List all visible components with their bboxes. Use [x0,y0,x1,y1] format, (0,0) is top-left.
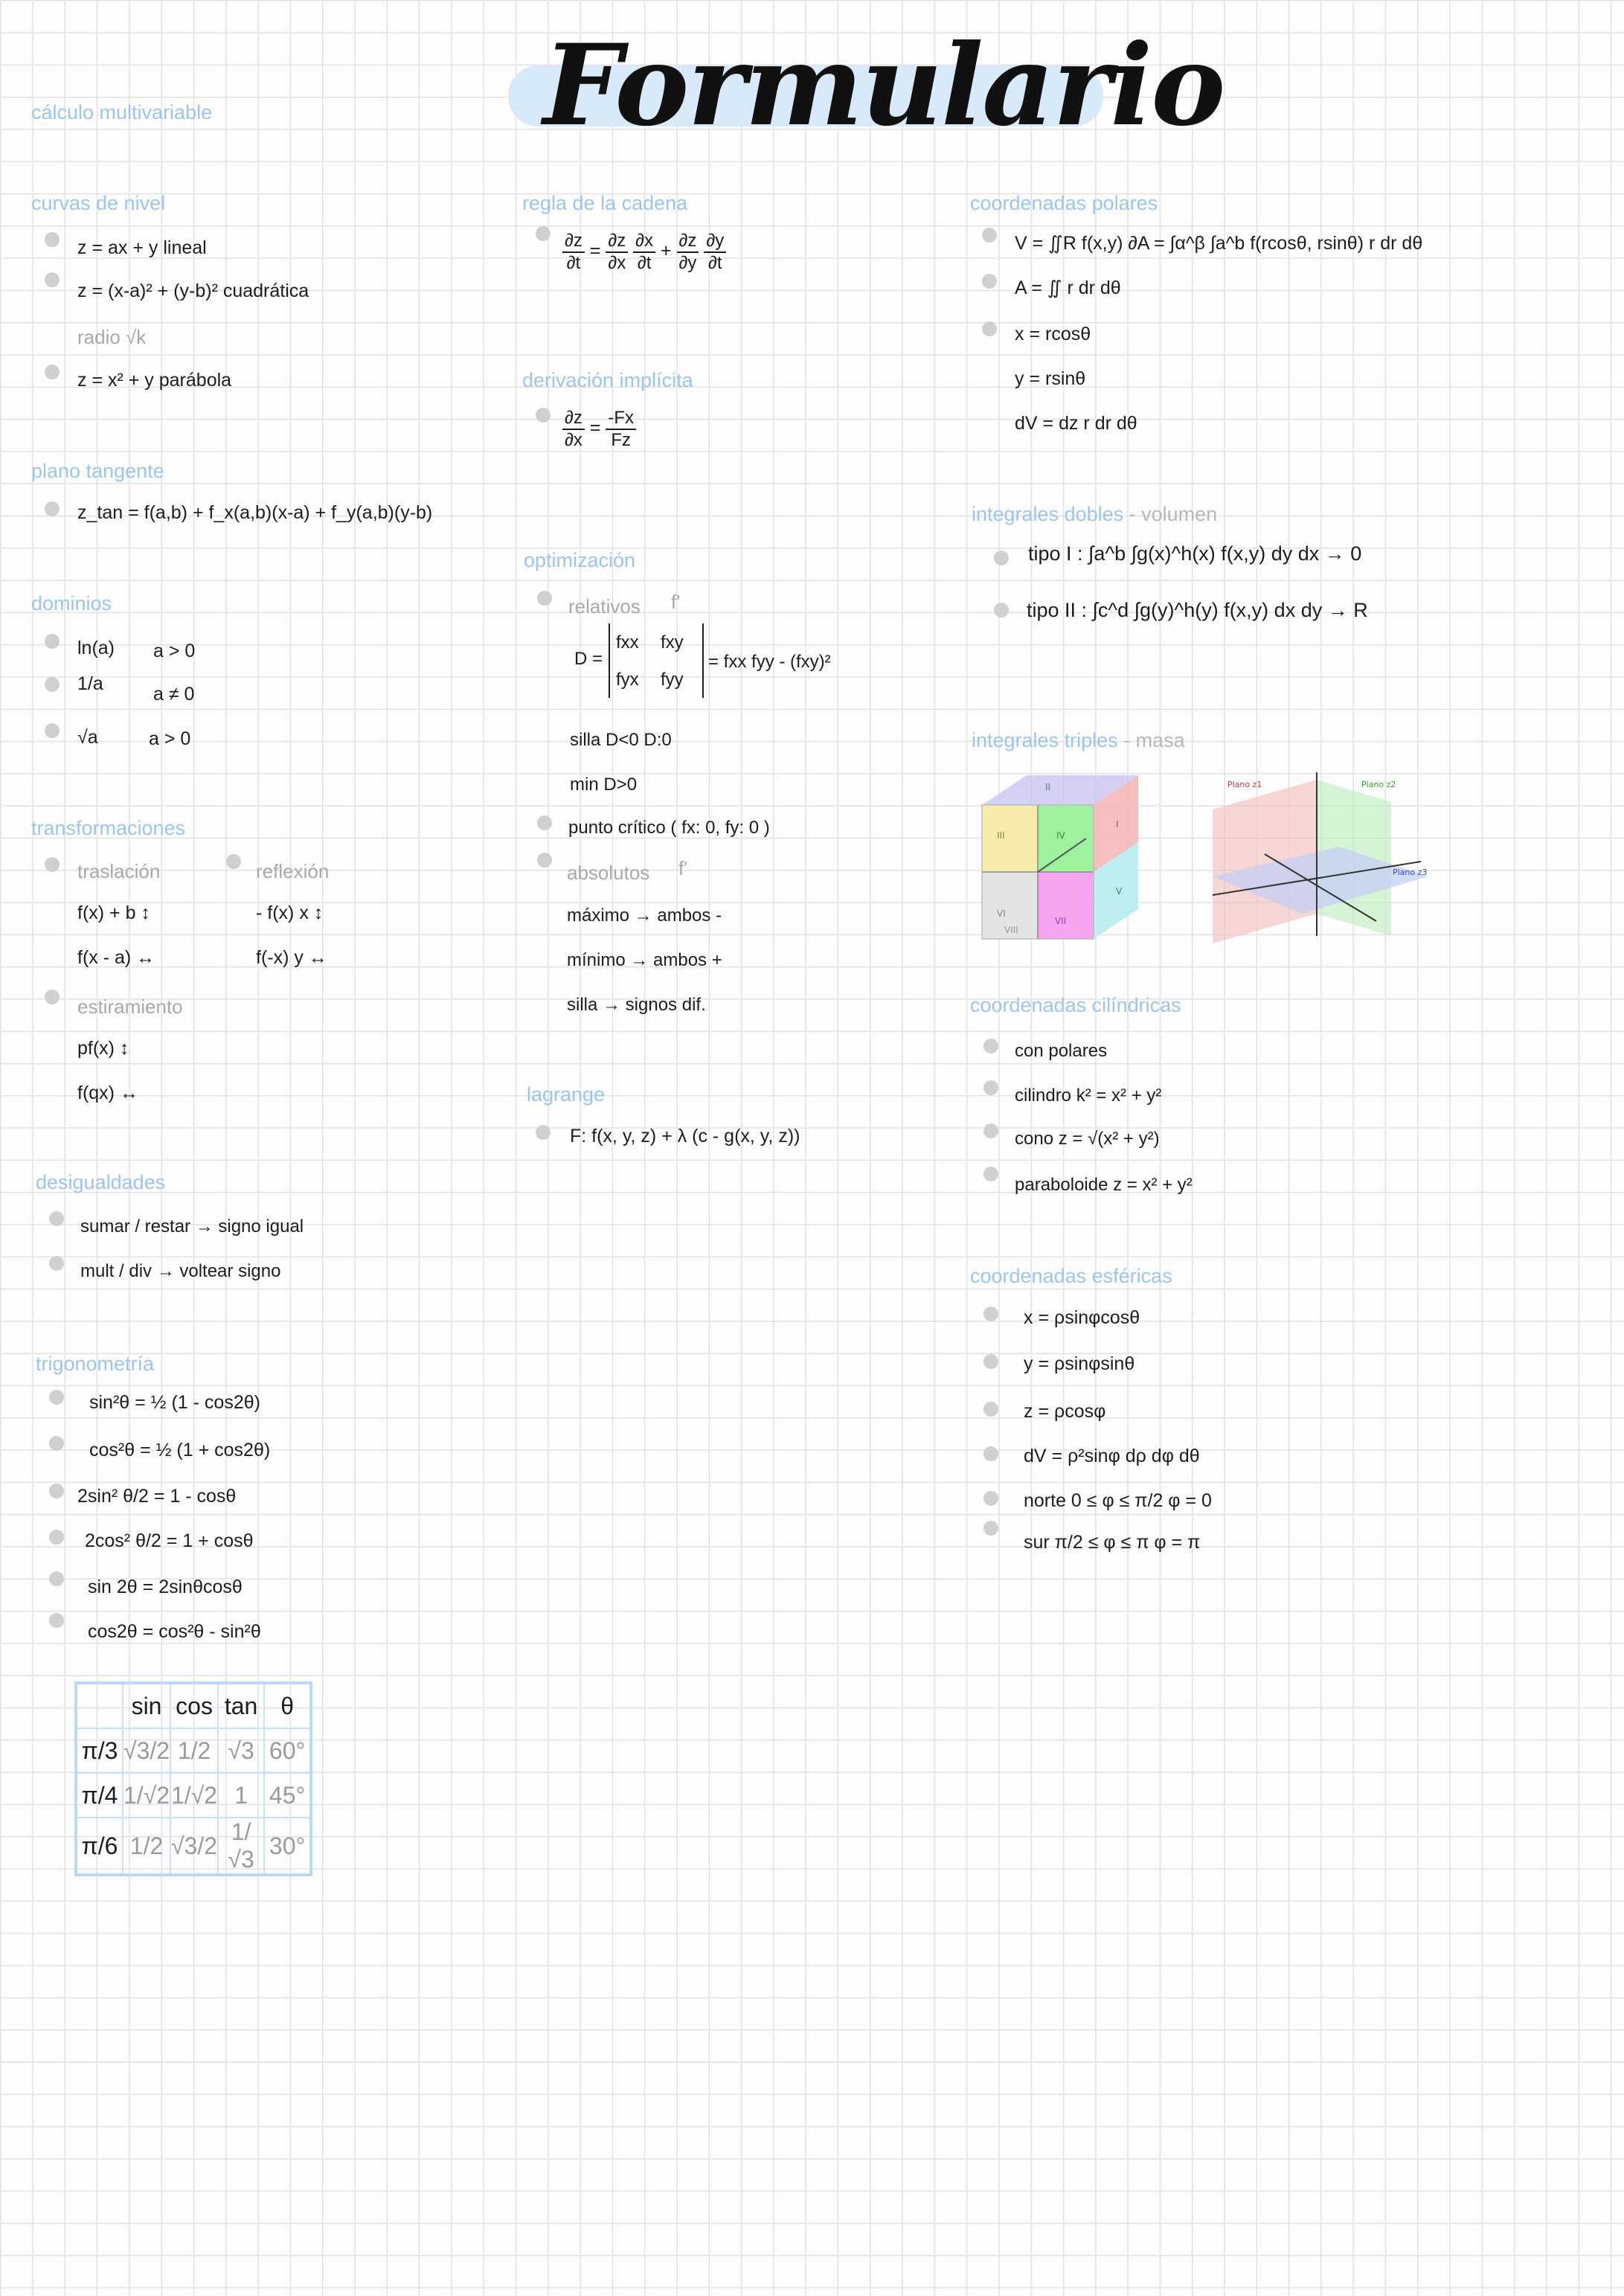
frac [606,408,636,450]
opt-punto-critico: punto crítico ( fx: 0, fy: 0 ) [568,818,770,838]
frac-den: Fz [611,429,632,450]
table-cell: 45° [264,1773,311,1818]
heading-triples-sub: - masa [1123,729,1185,751]
table-row [76,1773,311,1818]
cube-label: VIII [1004,925,1018,935]
heading-optimizacion: optimización [524,549,636,571]
frac-den: ∂x [608,252,626,273]
absolutos-label: absolutos [567,862,650,884]
polar-x: x = rcosθ [1015,324,1091,344]
traslacion-horizontal: f(x - a) ↔ [77,947,155,968]
frac-num: ∂z [562,408,585,430]
cube-label: I [1116,819,1119,830]
bullet [982,321,997,336]
polar-area: A = ∬ r dr dθ [1015,278,1121,298]
bullet [537,815,552,830]
frac [562,231,585,273]
dominio-sqrt-cond: a > 0 [149,728,191,749]
table-row [76,1818,311,1875]
trig-table [74,1681,312,1876]
bullet [45,365,60,379]
bullet [983,1306,998,1321]
frac [677,231,699,273]
page-title: Formulario [543,20,1225,151]
doble-tipo-2: tipo II : ∫c^d ∫g(y)^h(y) f(x,y) dx dy → R [1027,599,1368,621]
bullet [983,1167,998,1181]
bullet [983,1080,998,1095]
bullet [49,1436,64,1451]
bullet [983,1123,998,1138]
matrix-fxx: fxx [616,632,639,652]
bullet [45,501,60,516]
frac-den: ∂y [678,252,697,273]
polar-volumen: V = ∬R f(x,y) ∂A = ∫α^β ∫a^b f(rcosθ, rsinθ) r dr dθ [1015,233,1423,254]
bullet [49,1256,64,1271]
traslacion-vertical: f(x) + b ↕ [77,902,150,923]
frac-num: -Fx [606,408,636,430]
curva-parabola: z = x² + y parábola [77,370,232,391]
desigualdad-mult: mult / div → voltear signo [80,1261,281,1281]
curva-radio: radio √k [77,326,147,348]
bullet [994,603,1009,618]
plane-label: Plano z2 [1361,780,1396,789]
dominio-inv: 1/a [77,673,103,694]
polar-dv: dV = dz r dr dθ [1015,413,1137,434]
esferica-norte: norte 0 ≤ φ ≤ π/2 φ = 0 [1024,1490,1212,1511]
esferica-x: x = ρsinφcosθ [1024,1307,1140,1328]
desigualdad-suma: sumar / restar → signo igual [80,1216,304,1237]
bullet [994,551,1009,565]
bullet [45,232,60,247]
opt-min: min D>0 [570,775,638,795]
estiramiento-horizontal: f(qx) ↔ [77,1083,138,1103]
cube-octant-5 [1038,872,1094,939]
cube-label: VII [1055,916,1067,926]
table-cell: √3 [218,1728,264,1773]
table-cell: π/3 [76,1728,123,1773]
table-cell: π/4 [76,1773,123,1818]
estiramiento-vertical: pf(x) ↕ [77,1038,129,1059]
trig-2cos2: 2cos² θ/2 = 1 + cosθ [85,1530,254,1551]
bullet [49,1211,64,1226]
trig-sin2theta: sin 2θ = 2sinθcosθ [88,1577,243,1597]
relativos-label: relativos [568,595,641,618]
frac-den: ∂t [637,252,652,273]
plane-label: Plano z1 [1227,780,1262,789]
frac [633,231,655,273]
table-cell: cos [170,1683,218,1728]
esferica-sur: sur π/2 ≤ φ ≤ π φ = π [1024,1532,1201,1553]
trig-2sin2: 2sin² θ/2 = 1 - cosθ [77,1486,237,1507]
bullet [983,1402,998,1417]
frac-den: ∂t [566,252,581,273]
table-cell: θ [264,1683,311,1728]
dominio-inv-cond: a ≠ 0 [153,684,195,705]
bullet [536,226,551,241]
bullet [49,1390,64,1405]
implicita-formula: $\frac{\partial z}{\partial x}$ = $\frac{-Fx}{Fz}$ [562,408,636,450]
bullet [45,723,60,738]
table-cell: 1/√2 [123,1773,170,1818]
cube-label: II [1045,782,1051,792]
heading-triples [972,729,1185,752]
bullet [982,274,997,289]
bullet [49,1613,64,1628]
table-cell: sin [123,1683,170,1728]
bullet [983,1521,998,1536]
heading-transformaciones: transformaciones [31,817,186,839]
dominio-ln: ln(a) [77,638,115,658]
heading-trigonometria: trigonometría [36,1353,155,1375]
table-row [76,1728,311,1773]
heading-plano: plano tangente [31,460,164,482]
relativos-note: f' [671,591,681,613]
plane-label: Plano z3 [1393,868,1428,877]
bullet [536,1125,551,1140]
frac [704,231,726,273]
bullet [983,1446,998,1461]
bullet [537,591,552,606]
opt-minimo: mínimo → ambos + [567,950,722,970]
heading-cilindricas: coordenadas cilíndricas [970,994,1181,1016]
d-rhs: = fxx fyy - (fxy)² [708,652,831,672]
opt-maximo: máximo → ambos - [567,905,722,926]
table-cell: 1/√2 [170,1773,218,1818]
estiramiento-label: estiramiento [77,995,183,1018]
d-label: D = [574,649,603,669]
plano-formula: z_tan = f(a,b) + f_x(a,b)(x-a) + f_y(a,b)(y-b) [77,502,433,523]
bullet [45,677,60,692]
cadena-formula: $\frac{\partial z}{\partial t}$ = $\frac{\partial z}{\partial x}$ $\frac{\partial x}{\partial t}$ + $\frac{\partial z}{\partial y}$ $\frac{\partial y}{\partial t}$ [562,231,726,273]
heading-cadena: regla de la cadena [522,192,688,214]
cube-label: III [997,830,1005,841]
heading-triples-main: integrales triples [972,729,1118,751]
table-cell: 1/2 [123,1818,170,1875]
frac [606,231,628,273]
reflexion-label: reflexión [256,860,330,882]
matrix-fyy: fyy [661,670,684,690]
table-cell: 60° [264,1728,311,1773]
doble-tipo-1: tipo I : ∫a^b ∫g(x)^h(x) f(x,y) dy dx → 0 [1028,542,1362,565]
frac [562,408,585,450]
bullet [45,634,60,649]
cilindrica-polares: con polares [1015,1041,1108,1061]
table-cell: √3/2 [123,1728,170,1773]
table-cell: 1/√3 [218,1818,264,1875]
frac-num: ∂y [704,231,726,253]
bullet [49,1530,64,1545]
table-cell: tan [218,1683,264,1728]
lagrange-formula: F: f(x, y, z) + λ (c - g(x, y, z)) [570,1126,800,1147]
opt-silla: silla D<0 D:0 [570,730,672,750]
table-cell: 1 [218,1773,264,1818]
cilindrica-paraboloide: paraboloide z = x² + y² [1015,1175,1193,1195]
heading-dobles-sub: - volumen [1129,503,1218,525]
cube-label: V [1116,886,1123,897]
table-cell: 1/2 [170,1728,218,1773]
bullet [49,1484,64,1498]
opt-silla2: silla → signos dif. [567,995,706,1015]
esferica-dv: dV = ρ²sinφ dρ dφ dθ [1024,1446,1200,1466]
bullet [536,408,551,423]
heading-esfericas: coordenadas esféricas [970,1265,1172,1287]
heading-dobles-main: integrales dobles [972,503,1124,525]
bullet [45,857,60,872]
frac-num: ∂z [677,231,699,253]
table-header-row [76,1683,311,1728]
trig-sin2: sin²θ = ½ (1 - cos2θ) [89,1392,260,1413]
frac-num: ∂x [633,231,655,253]
traslacion-label: traslación [77,860,161,882]
reflexion-y: f(-x) y ↔ [256,947,327,968]
frac-num: ∂z [562,231,585,253]
curva-cuadratica: z = (x-a)² + (y-b)² cuadrática [77,280,309,301]
heading-desigualdades: desigualdades [36,1171,166,1193]
octant-cube-figure [975,768,1161,946]
bullet [983,1354,998,1369]
table-cell: √3/2 [170,1818,218,1875]
table-cell: 30° [264,1818,311,1875]
esferica-z: z = ρcosφ [1024,1401,1106,1422]
trig-cos2theta: cos2θ = cos²θ - sin²θ [88,1621,261,1642]
main-heading: cálculo multivariable [31,101,213,124]
cilindrica-cilindro: cilindro k² = x² + y² [1015,1086,1162,1106]
bullet [537,853,552,868]
matrix-fyx: fyx [616,670,639,690]
bullet [49,1571,64,1586]
heading-dominios: dominios [31,592,112,615]
table-cell [76,1683,123,1728]
coordinate-planes-figure [1198,765,1436,943]
bullet [45,272,60,287]
trig-cos2: cos²θ = ½ (1 + cos2θ) [89,1440,271,1460]
esferica-y: y = ρsinφsinθ [1024,1353,1135,1374]
curva-lineal: z = ax + y lineal [77,237,207,258]
heading-curvas: curvas de nivel [31,192,166,214]
cube-octant-2 [982,805,1038,872]
bullet [983,1491,998,1506]
heading-dobles [972,503,1217,526]
heading-lagrange: lagrange [527,1083,606,1106]
cube-label: IV [1056,830,1065,841]
dominio-ln-cond: a > 0 [153,641,196,661]
dominio-sqrt: √a [77,727,98,748]
table-cell: π/6 [76,1818,123,1875]
reflexion-x: - f(x) x ↕ [256,902,324,923]
polar-y: y = rsinθ [1015,368,1086,389]
frac-den: ∂t [708,252,722,273]
absolutos-note: f' [678,857,688,879]
bullet [45,990,60,1004]
frac-den: ∂x [565,429,582,450]
bullet [226,854,241,869]
heading-polares: coordenadas polares [970,192,1158,214]
matrix-fxy: fxy [661,632,684,652]
frac-num: ∂z [606,231,628,253]
bullet [983,1039,998,1054]
cilindrica-cono: cono z = √(x² + y²) [1015,1129,1160,1149]
heading-implicita: derivación implícita [522,369,693,391]
bullet [982,228,997,243]
cube-label: VI [997,908,1006,919]
